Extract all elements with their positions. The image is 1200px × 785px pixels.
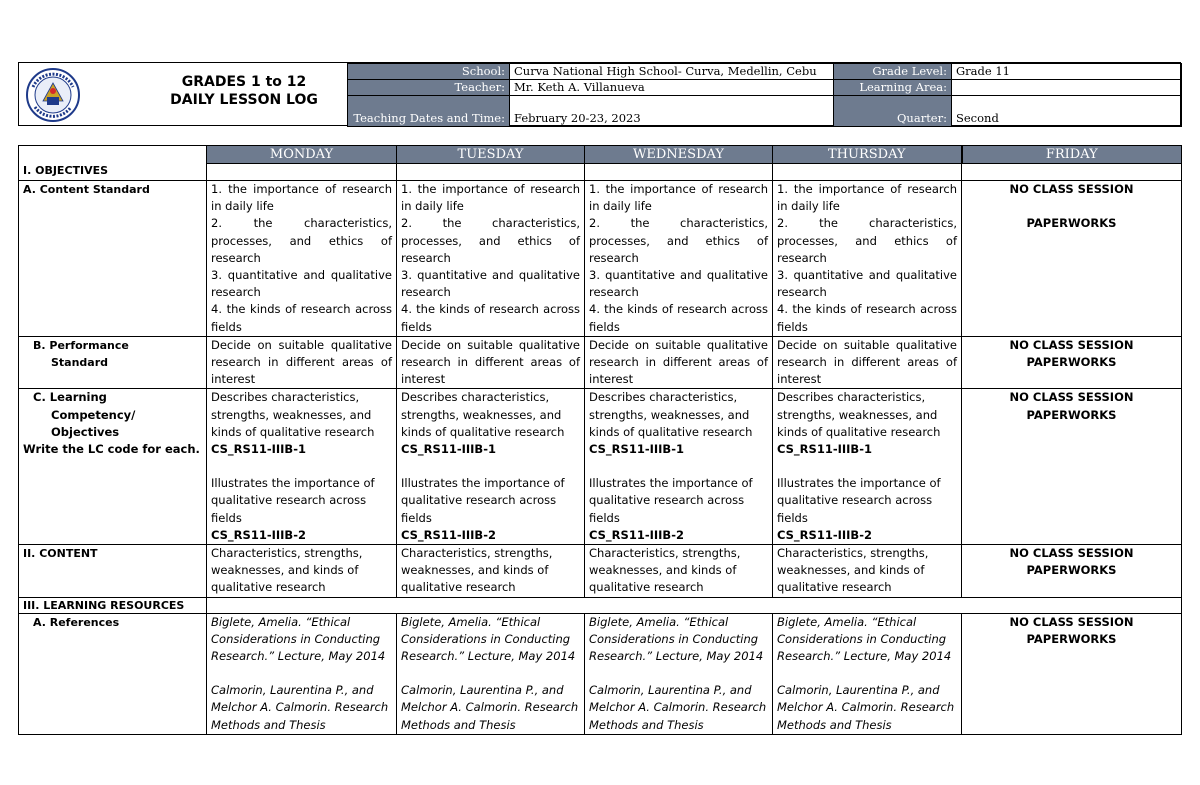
content-standard-row <box>19 181 1182 337</box>
content-standard-friday <box>962 181 1182 337</box>
dll-title <box>144 73 344 109</box>
info-table <box>347 63 1182 127</box>
paperworks-note: PAPERWORKS <box>1026 216 1117 231</box>
performance-standard-label: B. Performance Standard <box>19 336 207 389</box>
paperworks-note: PAPERWORKS <box>1026 407 1117 422</box>
day-header-monday: MONDAY <box>207 146 397 164</box>
no-class-note: NO CLASS SESSION <box>1009 546 1134 561</box>
references-tuesday: Biglete, Amelia. “Ethical Considerations in Conducting Research.” Lecture, May 2014 Calmorin, Laurentina P., and Melchor A. Calmorin. Research Methods and Thesis <box>397 613 585 734</box>
references-thursday: Biglete, Amelia. “Ethical Considerations in Conducting Research.” Lecture, May 2014 Calmorin, Laurentina P., and Melchor A. Calmorin. Research Methods and Thesis <box>773 613 962 734</box>
learning-resources-label: III. LEARNING RESOURCES <box>19 597 207 613</box>
paperworks-note: PAPERWORKS <box>1026 355 1117 370</box>
day-header-friday: FRIDAY <box>962 146 1182 164</box>
teaching-dates-label: Teaching Dates and Time: <box>348 96 510 127</box>
quarter-label: Quarter: <box>834 96 952 127</box>
lesson-log-table <box>18 145 1182 735</box>
paperworks-note: PAPERWORKS <box>1026 563 1117 578</box>
no-class-note: NO CLASS SESSION <box>1009 337 1134 352</box>
content-standard-tuesday: 1. the importance of research in daily life 2. the characteristics, processes, and ethics of research 3. quantitative and qualitative research 4. the kinds of research across fields <box>397 181 585 337</box>
objectives-label: I. OBJECTIVES <box>19 146 207 181</box>
blank-cell <box>962 164 1182 181</box>
references-wednesday: Biglete, Amelia. “Ethical Considerations in Conducting Research.” Lecture, May 2014 Calmorin, Laurentina P., and Melchor A. Calmorin. Research Methods and Thesis <box>585 613 773 734</box>
content-friday <box>962 545 1182 598</box>
blank-cell <box>397 164 585 181</box>
grade-level-label: Grade Level: <box>834 64 952 80</box>
teaching-dates-value: February 20-23, 2023 <box>510 96 834 127</box>
no-class-note: NO CLASS SESSION <box>1009 614 1134 629</box>
learning-area-label: Learning Area: <box>834 80 952 96</box>
content-tuesday: Characteristics, strengths, weaknesses, and kinds of qualitative research <box>397 545 585 598</box>
content-standard-monday: 1. the importance of research in daily life 2. the characteristics, processes, and ethics of research 3. quantitative and qualitative research 4. the kinds of research across fields <box>207 181 397 337</box>
references-row <box>19 613 1182 734</box>
learning-resources-row <box>19 597 1182 613</box>
learning-competency-friday <box>962 389 1182 545</box>
references-label: A. References <box>19 613 207 734</box>
references-friday <box>962 613 1182 734</box>
content-thursday: Characteristics, strengths, weaknesses, and kinds of qualitative research <box>773 545 962 598</box>
content-row <box>19 545 1182 598</box>
blank-cell <box>773 164 962 181</box>
content-monday: Characteristics, strengths, weaknesses, and kinds of qualitative research <box>207 545 397 598</box>
no-class-note: NO CLASS SESSION <box>1009 390 1134 405</box>
learning-competency-tuesday: Describes characteristics, strengths, weaknesses, and kinds of qualitative research CS_RS11-IIIB-1 Illustrates the importance of qualitative research across fields CS_RS11-IIIB-2 <box>397 389 585 545</box>
day-header-tuesday: TUESDAY <box>397 146 585 164</box>
performance-standard-friday <box>962 336 1182 389</box>
learning-competency-wednesday: Describes characteristics, strengths, weaknesses, and kinds of qualitative research CS_RS11-IIIB-1 Illustrates the importance of qualitative research across fields CS_RS11-IIIB-2 <box>585 389 773 545</box>
performance-standard-monday: Decide on suitable qualitative research in different areas of interest <box>207 336 397 389</box>
performance-standard-tuesday: Decide on suitable qualitative research in different areas of interest <box>397 336 585 389</box>
learning-competency-row <box>19 389 1182 545</box>
content-label: II. CONTENT <box>19 545 207 598</box>
content-standard-label: A. Content Standard <box>19 181 207 337</box>
performance-standard-wednesday: Decide on suitable qualitative research in different areas of interest <box>585 336 773 389</box>
content-standard-thursday: 1. the importance of research in daily life 2. the characteristics, processes, and ethics of research 3. quantitative and qualitative research 4. the kinds of research across fields <box>773 181 962 337</box>
dll-header <box>18 62 1181 126</box>
no-class-note: NO CLASS SESSION <box>1009 182 1134 196</box>
title-line-1: GRADES 1 to 12 <box>181 74 307 90</box>
title-line-2: DAILY LESSON LOG <box>170 92 318 108</box>
learning-competency-monday: Describes characteristics, strengths, weaknesses, and kinds of qualitative research CS_RS11-IIIB-1 Illustrates the importance of qualitative research across fields CS_RS11-IIIB-2 <box>207 389 397 545</box>
quarter-value: Second <box>952 96 1182 127</box>
day-header-wednesday: WEDNESDAY <box>585 146 773 164</box>
paperworks-note: PAPERWORKS <box>1026 631 1117 646</box>
blank-cell <box>207 164 397 181</box>
learning-area-value <box>952 80 1182 96</box>
grade-level-value: Grade 11 <box>952 64 1182 80</box>
performance-standard-row <box>19 336 1182 389</box>
blank-cell <box>585 164 773 181</box>
content-standard-wednesday: 1. the importance of research in daily life 2. the characteristics, processes, and ethics of research 3. quantitative and qualitative research 4. the kinds of research across fields <box>585 181 773 337</box>
learning-resources-blank <box>207 597 1182 613</box>
school-value: Curva National High School- Curva, Medellin, Cebu <box>510 64 834 80</box>
school-label: School: <box>348 64 510 80</box>
performance-standard-thursday: Decide on suitable qualitative research in different areas of interest <box>773 336 962 389</box>
learning-competency-label: C. Learning Competency/ Objectives Write the LC code for each. <box>19 389 207 545</box>
deped-seal-icon <box>23 67 83 123</box>
references-monday: Biglete, Amelia. “Ethical Considerations in Conducting Research.” Lecture, May 2014 Calmorin, Laurentina P., and Melchor A. Calmorin. Research Methods and Thesis <box>207 613 397 734</box>
learning-competency-thursday: Describes characteristics, strengths, weaknesses, and kinds of qualitative research CS_RS11-IIIB-1 Illustrates the importance of qualitative research across fields CS_RS11-IIIB-2 <box>773 389 962 545</box>
teacher-value: Mr. Keth A. Villanueva <box>510 80 834 96</box>
content-wednesday: Characteristics, strengths, weaknesses, and kinds of qualitative research <box>585 545 773 598</box>
day-header-thursday: THURSDAY <box>773 146 962 164</box>
teacher-label: Teacher: <box>348 80 510 96</box>
